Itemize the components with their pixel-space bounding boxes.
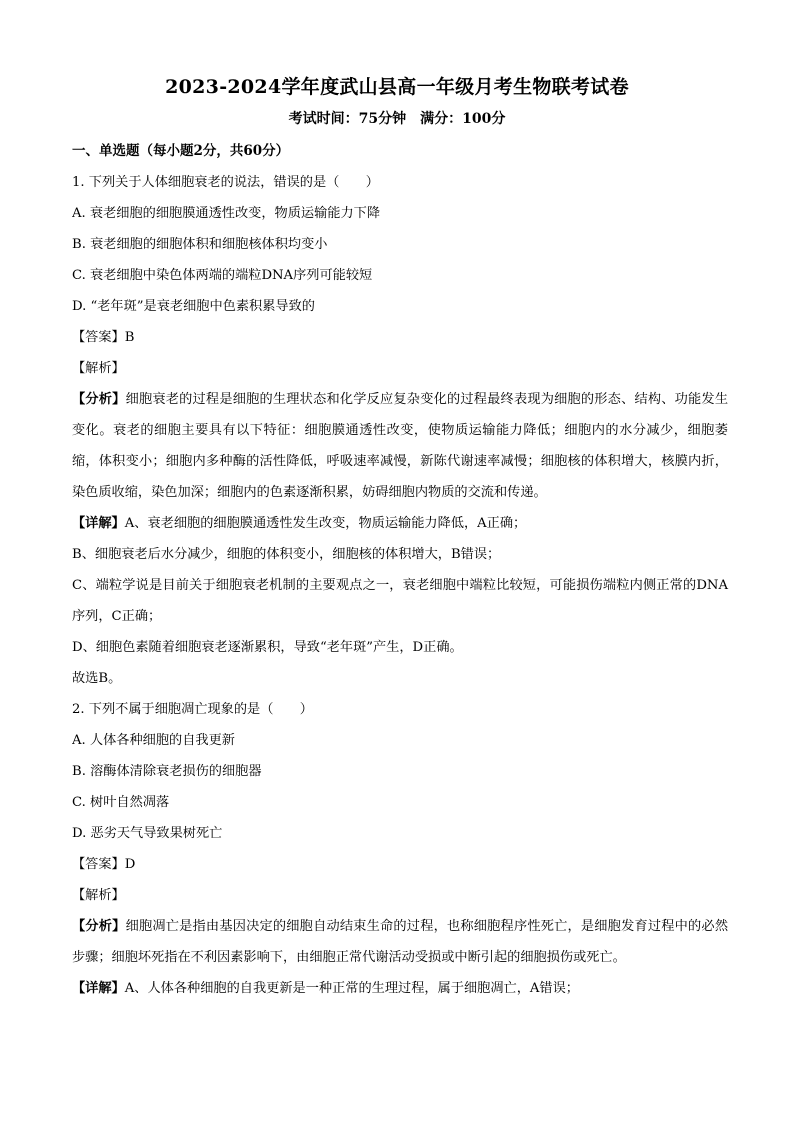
- conclusion: 故选B。: [72, 671, 122, 686]
- page-title: 2023-2024学年度武山县高一年级月考生物联考试卷: [165, 76, 629, 98]
- exam-info: 考试时间：75分钟 满分：100分: [288, 111, 506, 127]
- answer-tag: 【答案】: [72, 857, 125, 872]
- analysis-paragraph: [72, 911, 728, 973]
- question-stem: 1. 下列关于人体细胞衰老的说法，错误的是（ ）: [72, 175, 379, 190]
- answer-tag: 【答案】: [72, 330, 125, 345]
- detail-line: [72, 973, 728, 1004]
- option-b: B. 溶酶体清除衰老损伤的细胞器: [72, 764, 262, 779]
- option-a: A. 人体各种细胞的自我更新: [72, 733, 235, 748]
- option-b: B. 衰老细胞的细胞体积和细胞核体积均变小: [72, 237, 328, 252]
- answer-value: B: [124, 330, 135, 345]
- answer-line: [72, 849, 728, 880]
- fenxi-text: 细胞衰老的过程是细胞的生理状态和化学反应复杂变化的过程最终表现为细胞的形态、结构、功能发生变化。衰老的细胞主要具有以下特征：细胞膜通透性改变，使物质运输能力降低；细胞内的水分减少，细胞萎缩，体积变小；细胞内多种酶的活性降低，呼吸速率减慢，新陈代谢速率减慢；细胞核的体积增大，核膜内折，染色质收缩，染色加深；细胞内的色素逐渐积累，妨碍细胞内物质的交流和传递。: [72, 392, 729, 500]
- detail-a: A、衰老细胞的细胞膜通透性发生改变，物质运输能力降低，A正确；: [124, 516, 527, 531]
- section-heading: 一、单选题（每小题2分，共60分）: [72, 143, 290, 159]
- detail-c: C、端粒学说是目前关于细胞衰老机制的主要观点之一，衰老细胞中端粒比较短，可能损伤端粒内侧正常的DNA序列，C正确；: [72, 578, 728, 624]
- question-stem: 2. 下列不属于细胞凋亡现象的是（ ）: [72, 702, 313, 717]
- option-a: A. 衰老细胞的细胞膜通透性改变，物质运输能力下降: [72, 206, 381, 221]
- answer-line: [72, 322, 728, 353]
- detail-b: B、细胞衰老后水分减少，细胞的体积变小，细胞核的体积增大，B错误；: [72, 547, 501, 562]
- document-body: [72, 136, 728, 1004]
- option-c: C. 树叶自然凋落: [72, 795, 170, 810]
- analysis-paragraph: [72, 384, 728, 508]
- option-d: D. 恶劣天气导致果树死亡: [72, 826, 223, 841]
- analysis-tag: 【解析】: [72, 888, 125, 903]
- detail-d: D、细胞色素随着细胞衰老逐渐累积，导致“老年斑”产生，D正确。: [72, 640, 463, 655]
- question-2: [72, 694, 728, 1004]
- option-c: C. 衰老细胞中染色体两端的端粒DNA序列可能较短: [72, 268, 373, 283]
- analysis-tag: 【解析】: [72, 361, 125, 376]
- fenxi-text: 细胞凋亡是指由基因决定的细胞自动结束生命的过程，也称细胞程序性死亡，是细胞发育过程中的必然步骤；细胞坏死指在不利因素影响下，由细胞正常代谢活动受损或中断引起的细胞损伤或死亡。: [72, 919, 729, 965]
- option-d: D. “老年斑”是衰老细胞中色素积累导致的: [72, 299, 315, 314]
- detail-a: A、人体各种细胞的自我更新是一种正常的生理过程，属于细胞凋亡，A错误；: [124, 981, 579, 996]
- xiangjie-tag: 【详解】: [72, 516, 125, 531]
- detail-line: [72, 508, 728, 539]
- xiangjie-tag: 【详解】: [72, 981, 125, 996]
- fenxi-tag: 【分析】: [72, 392, 126, 407]
- answer-value: D: [124, 857, 136, 872]
- question-1: [72, 167, 728, 694]
- fenxi-tag: 【分析】: [72, 919, 126, 934]
